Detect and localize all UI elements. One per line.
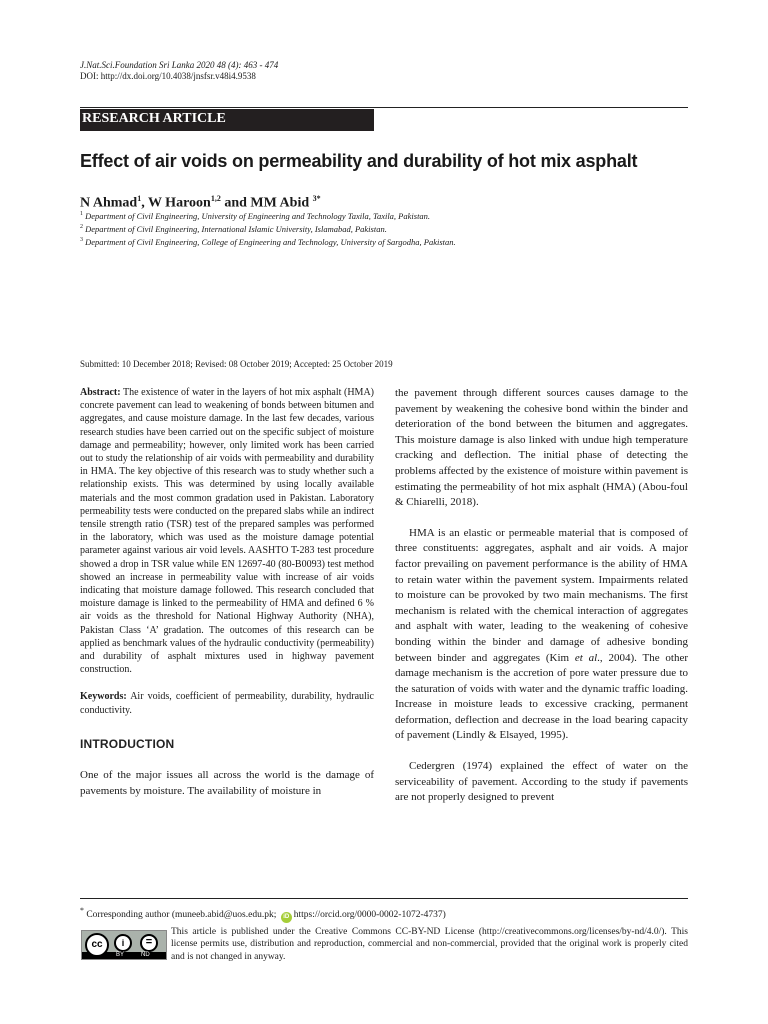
body-paragraph: the pavement through different sources causes damage to the pavement by weakening the cohesive bond within the binder and deterioration of the bond between the bitumen and aggregates. This moisture damage is also linked with undue high temperature cracking and deflection. The initial phase of detecting the problems affected by the existence of moisture within pavement is estimating the permeability of hot mix asphalt (HMA) (Abou-foul & Chiarelli, 2018). (395, 387, 688, 509)
footnote-mark: * (80, 906, 84, 915)
license-statement: This article is published under the Creative Commons CC-BY-ND License (http://creativecommons.org/licenses/by-nd/4.0/). This license permits use, distribution and reproduction, commercial and non-commercial, provided that the original work is properly cited and is not changed in anyway. (171, 927, 688, 962)
badge-by-label: BY (116, 952, 125, 958)
badge-nd-label: ND (141, 952, 150, 958)
journal-citation: J.Nat.Sci.Foundation Sri Lanka 2020 48 (4): 463 - 474 (80, 60, 279, 70)
author-affiliation-mark: 1 (137, 194, 142, 203)
paragraph-text: ., 2004). The other damage mechanism is the accretion of pore water pressure due to the saturation of voids with water and the dynamic traffic loading. Increase in moisture leads to excessive cracking, permanent deformation, deflection and decrease in the load bearing capacity of pavement (Lindly & Elsayed, 1995). (395, 651, 688, 742)
section-heading-introduction: INTRODUCTION (80, 737, 175, 752)
creative-commons-icon: cc (85, 933, 109, 957)
affiliation (80, 209, 430, 222)
body-paragraph (395, 526, 688, 744)
keywords-text: Air voids, coefficient of permeability, durability, hydraulic conductivity. (80, 691, 374, 716)
affiliation-text: Department of Civil Engineering, College of Engineering and Technology, University of Sargodha, Pakistan. (85, 236, 456, 247)
orcid-link[interactable]: https://orcid.org/0000-0002-1072-4737) (293, 910, 446, 921)
body-paragraph: One of the major issues all across the world is the damage of pavements by moisture. The availability of moisture in (80, 769, 374, 798)
author-name: N Ahmad (80, 195, 138, 211)
author-name: W Haroon (147, 195, 211, 211)
right-column (395, 386, 688, 806)
header-divider (80, 107, 688, 108)
author-name: MM Abid (250, 195, 313, 211)
body-paragraph: Cedergren (1974) explained the effect of water on the serviceability of pavement. According to the study if pavements are not properly designed to prevent (395, 760, 688, 804)
affiliation-number: 2 (80, 224, 83, 230)
affiliation-text: Department of Civil Engineering, International Islamic University, Islamabad, Pakistan. (85, 223, 387, 234)
keywords-label: Keywords: (80, 691, 127, 703)
left-column (80, 386, 374, 800)
affiliation (80, 222, 387, 235)
attribution-icon: i (114, 934, 132, 952)
author-affiliation-mark: 1,2 (210, 194, 221, 203)
corresponding-author-text: Corresponding author (muneeb.abid@uos.edu.pk; (83, 910, 277, 921)
author-separator: and (220, 195, 251, 211)
keywords (80, 690, 374, 717)
abstract-text: The existence of water in the layers of hot mix asphalt (HMA) concrete pavement can lead to weakening of bonds between bitumen and aggregates, and cause moisture damage. In the last few decades, various research studies have been carried out on the specific subject of moisture damage and permeability; however, only limited work has been carried out to study the relationship of air voids with permeability and durability in HMA. The key objective of this research was to study whether such a relationship exists. This was determined by using locally available materials and the most common gradation used in Pakistan. Laboratory permeability tests were conducted on the prepared slabs while an indirect tensile strength ratio (TSR) test of the prepared samples was performed in the laboratory, which was used as the moisture damage potential parameter against various air void levels. AASHTO T-283 test procedure showed a drop in TSR value while EN 12697-40 (80-B0093) test method showed an increase in permeability value with increase of air voids indicating that moisture damage followed. This research concluded that moisture damage is linked to the permeability of HMA and defined 6 % air voids as the threshold for National Highway Authority (NHA), Pakistan Class ‘A’ gradation. The outcomes of this research can be applied as benchmark values of the hydraulic conductivity (permeability) and durability of asphalt mixtures used in highway pavement construction. (80, 387, 374, 676)
italic-text: et al (574, 651, 598, 664)
article-title: Effect of air voids on permeability and durability of hot mix asphalt (80, 151, 638, 171)
affiliation-number: 3 (80, 237, 83, 243)
author-separator: , (141, 195, 148, 211)
affiliation (80, 235, 456, 248)
footnote-divider (80, 898, 688, 899)
paragraph-text: HMA is an elastic or permeable material that is composed of three constituents: aggregates, asphalt and air voids. A major factor prevailing on pavement performance is the ability of HMA to retain water within the pavement system. Impairments related to moisture can be provoked by two main mechanisms. The first mechanism is related with the chemical interaction of aggregates and asphalt with water, leading to the weakening of cohesive bonding within the binder and damage of adhesive bonding between binder and aggregates (Kim (395, 526, 688, 664)
orcid-icon[interactable]: iD (281, 912, 292, 923)
doi-link[interactable]: DOI: http://dx.doi.org/10.4038/jnsfsr.v48i4.9538 (80, 71, 256, 81)
author-affiliation-mark: 3* (312, 194, 321, 203)
affiliation-number: 1 (80, 211, 83, 217)
affiliation-text: Department of Civil Engineering, University of Engineering and Technology Taxila, Taxila, Pakistan. (85, 210, 431, 221)
no-derivatives-icon: = (140, 934, 158, 952)
article-type-banner: RESEARCH ARTICLE (80, 109, 374, 131)
cc-by-nd-license-badge[interactable] (81, 930, 167, 960)
abstract (80, 386, 374, 676)
submission-dates: Submitted: 10 December 2018; Revised: 08 October 2019; Accepted: 25 October 2019 (80, 359, 393, 369)
abstract-label: Abstract: (80, 387, 121, 398)
corresponding-author-footnote (80, 904, 446, 923)
